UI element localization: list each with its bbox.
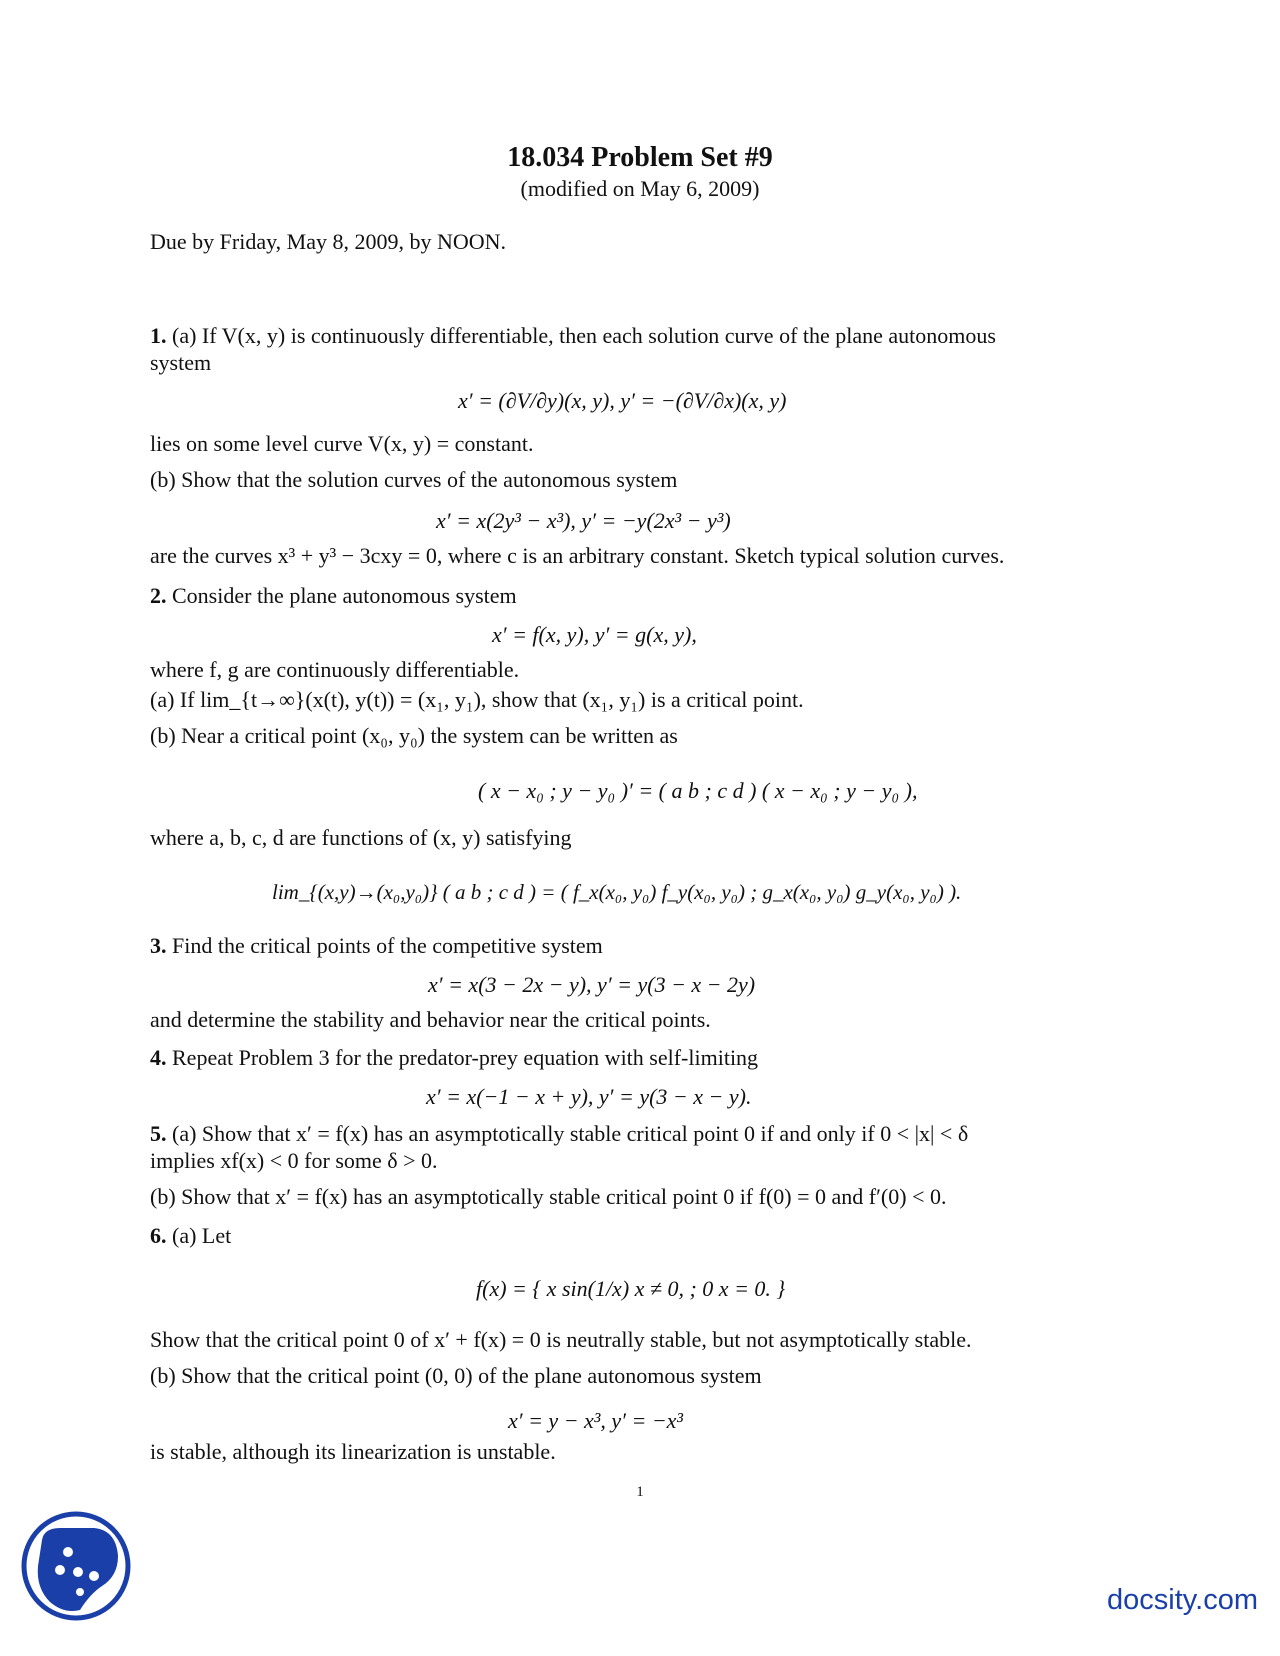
problem-3-after: and determine the stability and behavior near the critical points. (150, 1007, 711, 1032)
problem-number: 5. (150, 1121, 167, 1146)
problem-5-part-a (150, 1120, 968, 1147)
problem-text: Find the critical points of the competitive system (172, 933, 603, 958)
equation-1b: x′ = x(2y³ − x³), y′ = −y(2x³ − y³) (436, 508, 731, 533)
problem-text: (a) Let (172, 1223, 232, 1248)
problem-2-where: where a, b, c, d are functions of (x, y) satisfying (150, 825, 572, 850)
problem-1-part-b: (b) Show that the solution curves of the autonomous system (150, 467, 678, 492)
problem-5-part-b: (b) Show that x′ = f(x) has an asymptotically stable critical point 0 if f(0) = 0 and f′(0) < 0. (150, 1184, 947, 1209)
problem-6-part-a (150, 1222, 231, 1249)
problem-number: 3. (150, 933, 167, 958)
due-date: Due by Friday, May 8, 2009, by NOON. (150, 229, 507, 254)
docsity-logo-icon (20, 1510, 132, 1622)
problem-2-intro (150, 582, 517, 609)
problem-6-after-b: is stable, although its linearization is unstable. (150, 1439, 556, 1464)
problem-number: 1. (150, 323, 167, 348)
problem-1-intro (150, 322, 996, 349)
problem-2-part-b: (b) Near a critical point (x₀, y₀) the system can be written as (150, 723, 678, 748)
problem-1-after-a: lies on some level curve V(x, y) = constant. (150, 431, 534, 456)
equation-6b: x′ = y − x³, y′ = −x³ (508, 1408, 684, 1433)
problem-number: 4. (150, 1045, 167, 1070)
equation-2-matrix: ( x − x₀ ; y − y₀ )′ = ( a b ; c d ) ( x − x₀ ; y − y₀ ), (478, 778, 918, 803)
page-subtitle: (modified on May 6, 2009) (520, 176, 760, 201)
problem-number: 6. (150, 1223, 167, 1248)
problem-text: (a) If V(x, y) is continuously differentiable, then each solution curve of the plane autonomous (172, 323, 996, 348)
problem-6-part-b: (b) Show that the critical point (0, 0) of the plane autonomous system (150, 1363, 762, 1388)
docsity-watermark[interactable]: docsity.com (1107, 1584, 1258, 1616)
problem-4-intro (150, 1044, 758, 1071)
problem-5-part-a-cont: implies xf(x) < 0 for some δ > 0. (150, 1148, 438, 1173)
problem-6-after-a: Show that the critical point 0 of x′ + f(x) = 0 is neutrally stable, but not asymptotically stable. (150, 1327, 972, 1352)
equation-4: x′ = x(−1 − x + y), y′ = y(3 − x − y). (426, 1084, 752, 1109)
problem-2-part-a: (a) If lim_{t→∞}(x(t), y(t)) = (x₁, y₁), show that (x₁, y₁) is a critical point. (150, 687, 804, 712)
equation-1a: x′ = (∂V/∂y)(x, y), y′ = −(∂V/∂x)(x, y) (458, 388, 787, 413)
problem-3-intro (150, 932, 603, 959)
problem-1-intro-cont: system (150, 350, 212, 375)
problem-text: (a) Show that x′ = f(x) has an asymptotically stable critical point 0 if and only if 0 < |x| < δ (172, 1121, 969, 1146)
page-number: 1 (636, 1484, 644, 1500)
problem-number: 2. (150, 583, 167, 608)
equation-2-limit: lim_{(x,y)→(x₀,y₀)} ( a b ; c d ) = ( f_x(x₀, y₀) f_y(x₀, y₀) ; g_x(x₀, y₀) g_y(x₀, y₀) ). (272, 880, 962, 904)
problem-2-after-eq: where f, g are continuously differentiable. (150, 657, 520, 682)
problem-1-after-b: are the curves x³ + y³ − 3cxy = 0, where c is an arbitrary constant. Sketch typical solution curves. (150, 543, 1005, 568)
problem-text: Consider the plane autonomous system (172, 583, 517, 608)
equation-6-piecewise: f(x) = { x sin(1/x) x ≠ 0, ; 0 x = 0. } (476, 1276, 786, 1301)
equation-2: x′ = f(x, y), y′ = g(x, y), (492, 622, 697, 647)
equation-3: x′ = x(3 − 2x − y), y′ = y(3 − x − 2y) (428, 972, 756, 997)
page-title: 18.034 Problem Set #9 (507, 142, 773, 173)
problem-text: Repeat Problem 3 for the predator-prey equation with self-limiting (172, 1045, 759, 1070)
